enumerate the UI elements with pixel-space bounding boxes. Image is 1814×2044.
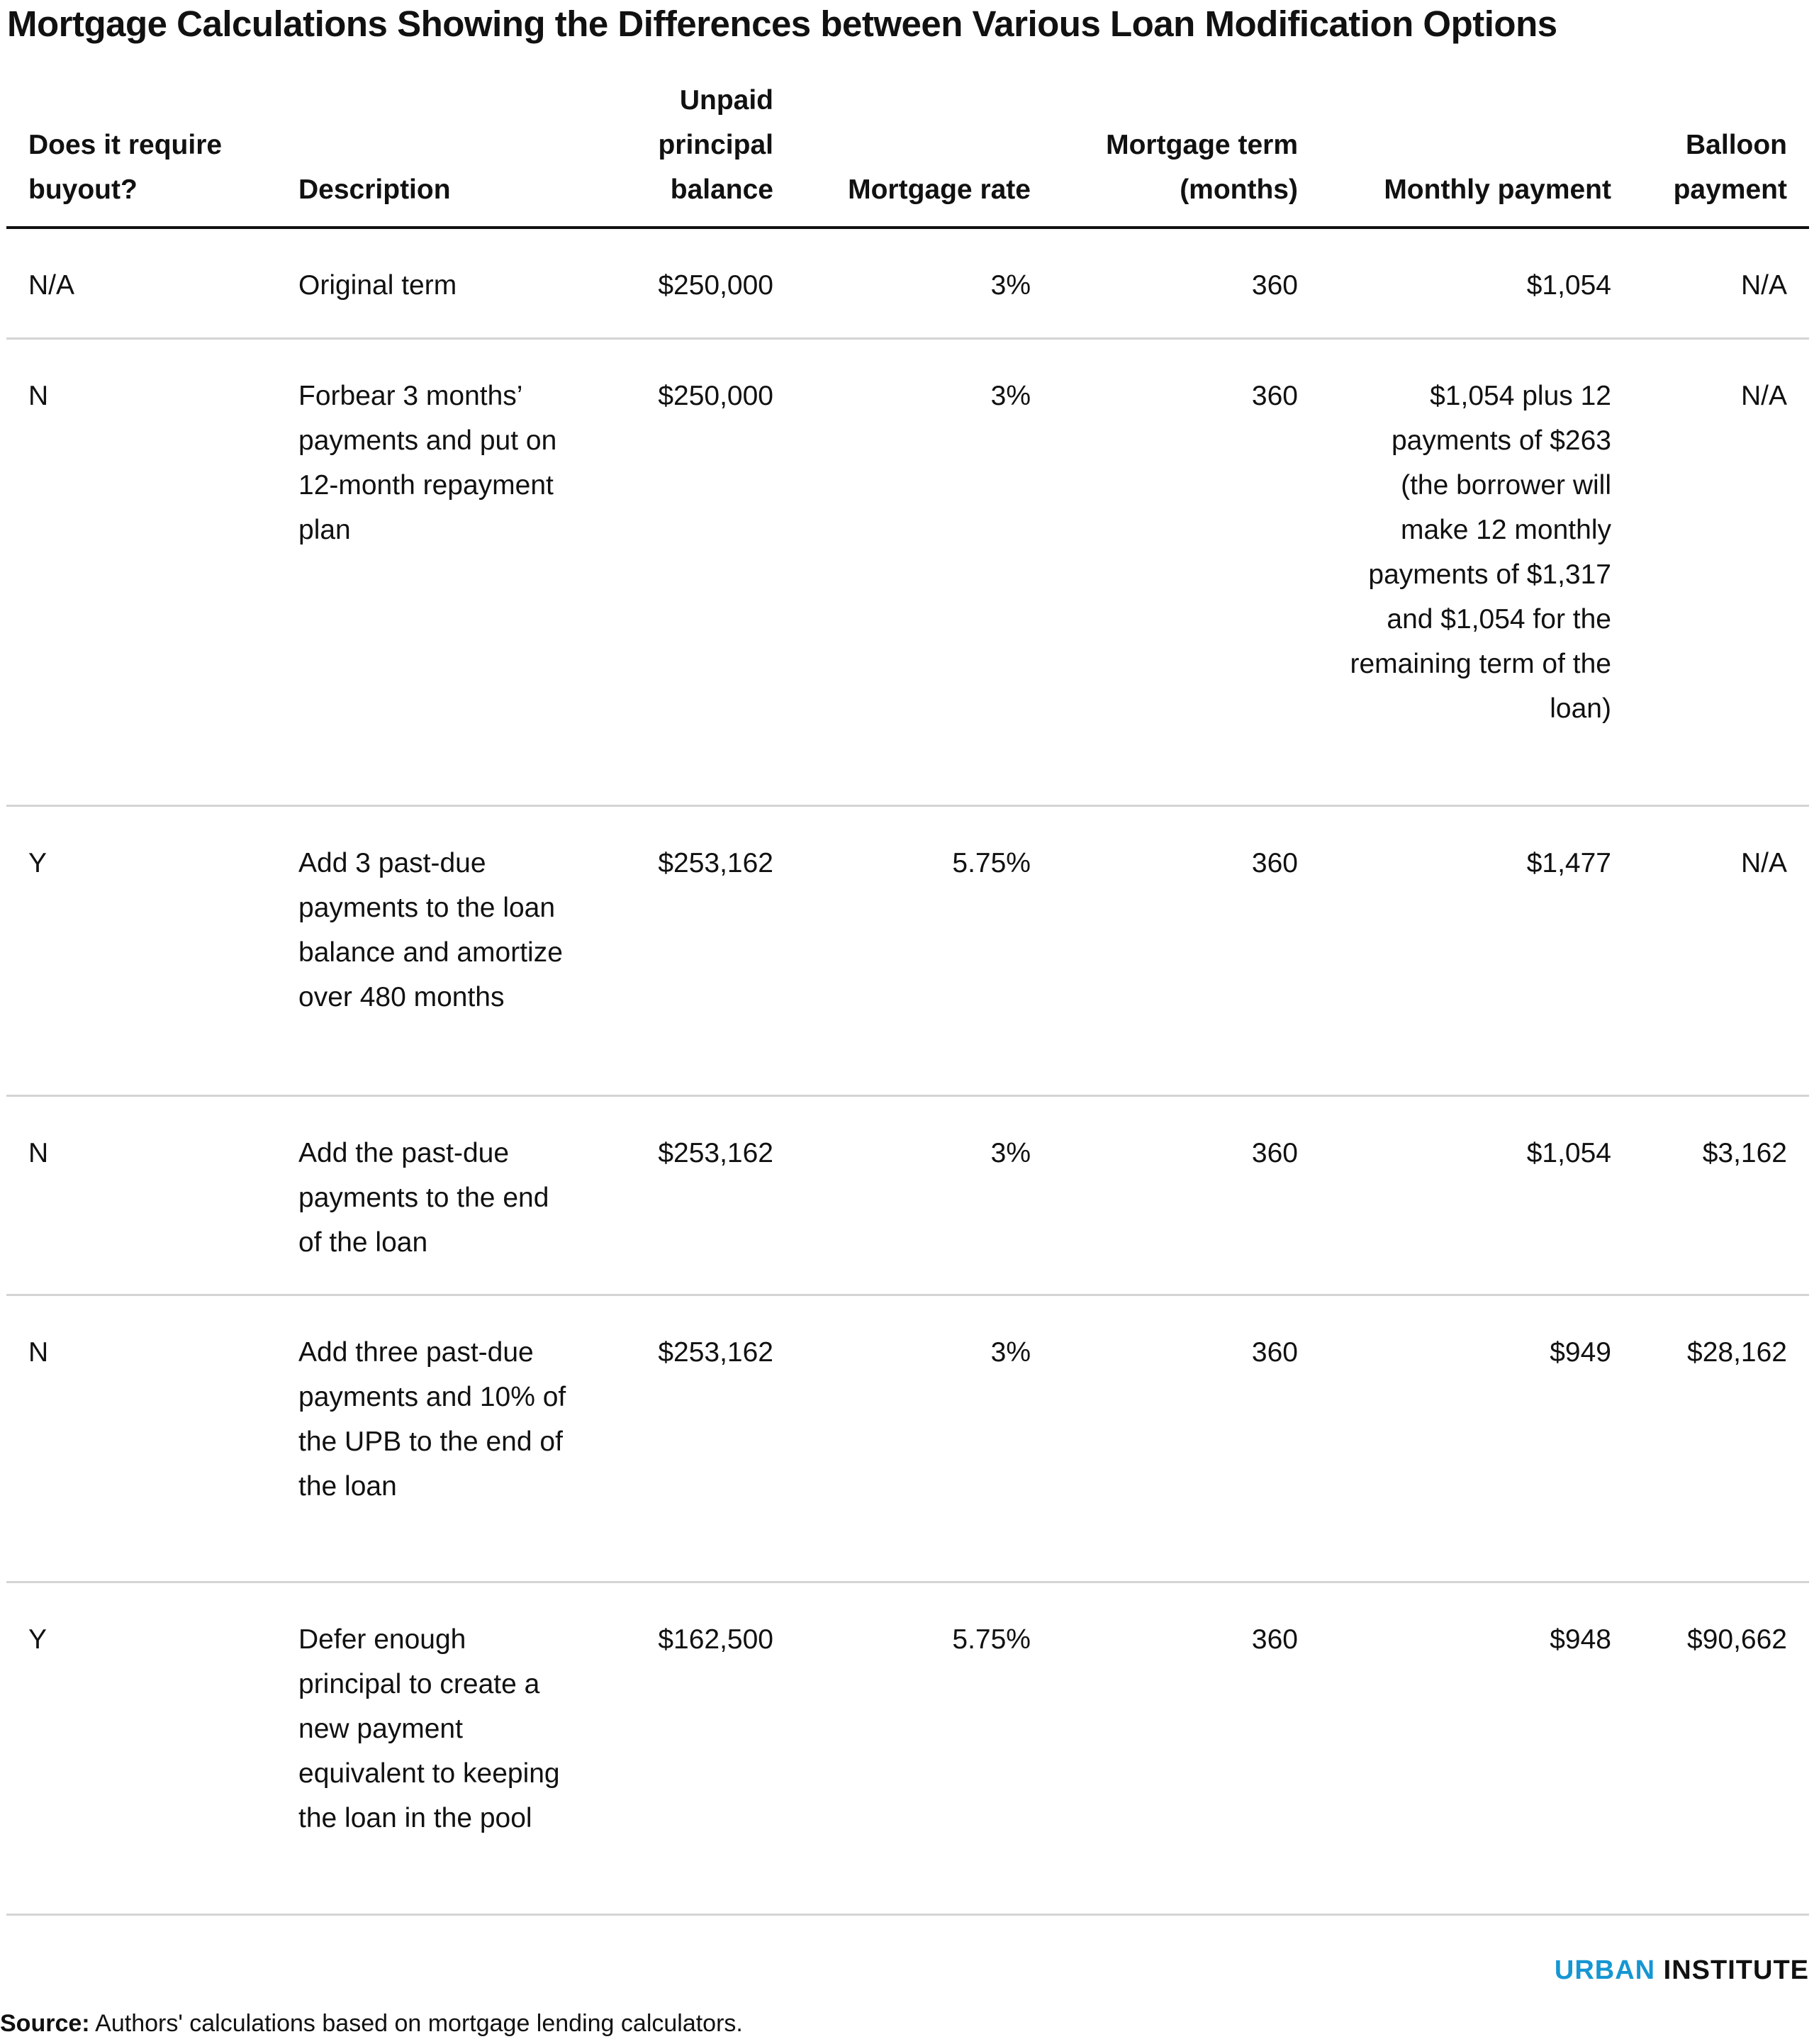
term-value: 360 bbox=[1251, 848, 1298, 878]
cell-monthly-payment bbox=[1314, 806, 1628, 1096]
rate-value: 3% bbox=[990, 1138, 1031, 1168]
cell-rate bbox=[790, 228, 1043, 339]
cell-upb bbox=[589, 228, 790, 339]
cell-upb bbox=[589, 1096, 790, 1295]
table-row bbox=[6, 228, 1809, 339]
cell-monthly-payment bbox=[1314, 1295, 1628, 1582]
buyout-value: Y bbox=[28, 848, 47, 878]
header-balloon-payment: Balloon payment bbox=[1628, 78, 1809, 228]
cell-upb bbox=[589, 806, 790, 1096]
cell-buyout bbox=[6, 228, 298, 339]
balloon-payment-value: $90,662 bbox=[1687, 1624, 1787, 1655]
cell-monthly-payment bbox=[1314, 339, 1628, 806]
term-value: 360 bbox=[1251, 1337, 1298, 1368]
cell-term bbox=[1043, 806, 1314, 1096]
header-row bbox=[6, 78, 1809, 228]
source-text: Authors' calculations based on mortgage lending calculators. bbox=[89, 2010, 743, 2037]
cell-upb bbox=[589, 339, 790, 806]
table-row bbox=[6, 339, 1809, 806]
loan-modification-table bbox=[6, 78, 1809, 1916]
description-value: Add 3 past-due payments to the loan balance and amortize over 480 months bbox=[298, 848, 563, 1012]
header-upb: Unpaid principal balance bbox=[589, 78, 790, 228]
rate-value: 3% bbox=[990, 381, 1031, 411]
cell-term bbox=[1043, 1096, 1314, 1295]
table-row bbox=[6, 1582, 1809, 1915]
cell-upb bbox=[589, 1582, 790, 1915]
logo-institute: INSTITUTE bbox=[1663, 1955, 1809, 1985]
rate-value: 3% bbox=[990, 1337, 1031, 1368]
monthly-payment-value: $1,054 bbox=[1526, 270, 1611, 301]
cell-description bbox=[298, 806, 589, 1096]
upb-value: $253,162 bbox=[658, 1138, 773, 1168]
monthly-payment-value: $949 bbox=[1550, 1337, 1611, 1368]
source-label: Source: bbox=[0, 2010, 90, 2037]
upb-value: $250,000 bbox=[658, 270, 773, 301]
description-value: Forbear 3 months’ payments and put on 12-month repayment plan bbox=[298, 381, 557, 545]
logo-urban: URBAN bbox=[1554, 1955, 1656, 1985]
table-row bbox=[6, 1295, 1809, 1582]
table-row bbox=[6, 806, 1809, 1096]
cell-buyout bbox=[6, 339, 298, 806]
description-value: Add three past-due payments and 10% of the UPB to the end of the loan bbox=[298, 1337, 566, 1502]
buyout-value: N bbox=[28, 1337, 49, 1368]
cell-description bbox=[298, 228, 589, 339]
balloon-payment-value: N/A bbox=[1740, 848, 1787, 878]
cell-rate bbox=[790, 806, 1043, 1096]
description-value: Defer enough principal to create a new payment equivalent to keeping the loan in the pool bbox=[298, 1624, 560, 1833]
header-description: Description bbox=[298, 78, 589, 228]
header-buyout: Does it require buyout? bbox=[6, 78, 298, 228]
upb-value: $253,162 bbox=[658, 1337, 773, 1368]
cell-rate bbox=[790, 339, 1043, 806]
cell-buyout bbox=[6, 1295, 298, 1582]
cell-balloon-payment bbox=[1628, 1295, 1809, 1582]
cell-balloon-payment bbox=[1628, 1096, 1809, 1295]
buyout-value: N bbox=[28, 381, 49, 411]
cell-rate bbox=[790, 1295, 1043, 1582]
balloon-payment-value: $3,162 bbox=[1702, 1138, 1787, 1168]
cell-term bbox=[1043, 1295, 1314, 1582]
balloon-payment-value: $28,162 bbox=[1687, 1337, 1787, 1368]
buyout-value: N bbox=[28, 1138, 49, 1168]
cell-description bbox=[298, 1295, 589, 1582]
cell-balloon-payment bbox=[1628, 806, 1809, 1096]
upb-value: $253,162 bbox=[658, 848, 773, 878]
monthly-payment-value: $1,477 bbox=[1526, 848, 1611, 878]
source-note bbox=[0, 2010, 743, 2038]
cell-buyout bbox=[6, 1582, 298, 1915]
urban-institute-logo bbox=[1555, 1955, 1809, 1986]
balloon-payment-value: N/A bbox=[1740, 381, 1787, 411]
cell-buyout bbox=[6, 806, 298, 1096]
cell-rate bbox=[790, 1582, 1043, 1915]
header-rate: Mortgage rate bbox=[790, 78, 1043, 228]
cell-description bbox=[298, 1582, 589, 1915]
cell-buyout bbox=[6, 1096, 298, 1295]
cell-term bbox=[1043, 1582, 1314, 1915]
table-title: Mortgage Calculations Showing the Differences between Various Loan Modification Options bbox=[7, 4, 1557, 44]
term-value: 360 bbox=[1251, 270, 1298, 301]
upb-value: $250,000 bbox=[658, 381, 773, 411]
cell-monthly-payment bbox=[1314, 1096, 1628, 1295]
table-row bbox=[6, 1096, 1809, 1295]
cell-description bbox=[298, 1096, 589, 1295]
cell-rate bbox=[790, 1096, 1043, 1295]
cell-balloon-payment bbox=[1628, 1582, 1809, 1915]
cell-balloon-payment bbox=[1628, 339, 1809, 806]
monthly-payment-value: $1,054 bbox=[1526, 1138, 1611, 1168]
rate-value: 5.75% bbox=[952, 1624, 1031, 1655]
term-value: 360 bbox=[1251, 1138, 1298, 1168]
monthly-payment-value: $948 bbox=[1550, 1624, 1611, 1655]
cell-term bbox=[1043, 339, 1314, 806]
description-value: Add the past-due payments to the end of the loan bbox=[298, 1138, 549, 1258]
description-value: Original term bbox=[298, 270, 457, 301]
rate-value: 5.75% bbox=[952, 848, 1031, 878]
cell-balloon-payment bbox=[1628, 228, 1809, 339]
buyout-value: N/A bbox=[28, 270, 75, 301]
cell-monthly-payment bbox=[1314, 228, 1628, 339]
upb-value: $162,500 bbox=[658, 1624, 773, 1655]
cell-upb bbox=[589, 1295, 790, 1582]
header-monthly-payment: Monthly payment bbox=[1314, 78, 1628, 228]
term-value: 360 bbox=[1251, 381, 1298, 411]
cell-monthly-payment bbox=[1314, 1582, 1628, 1915]
buyout-value: Y bbox=[28, 1624, 47, 1655]
cell-description bbox=[298, 339, 589, 806]
term-value: 360 bbox=[1251, 1624, 1298, 1655]
rate-value: 3% bbox=[990, 270, 1031, 301]
monthly-payment-value: $1,054 plus 12 payments of $263 (the borrower will make 12 monthly payments of $1,317 and $1,054 for the remaining term of the loan) bbox=[1350, 381, 1611, 724]
header-term: Mortgage term (months) bbox=[1043, 78, 1314, 228]
balloon-payment-value: N/A bbox=[1740, 270, 1787, 301]
cell-term bbox=[1043, 228, 1314, 339]
